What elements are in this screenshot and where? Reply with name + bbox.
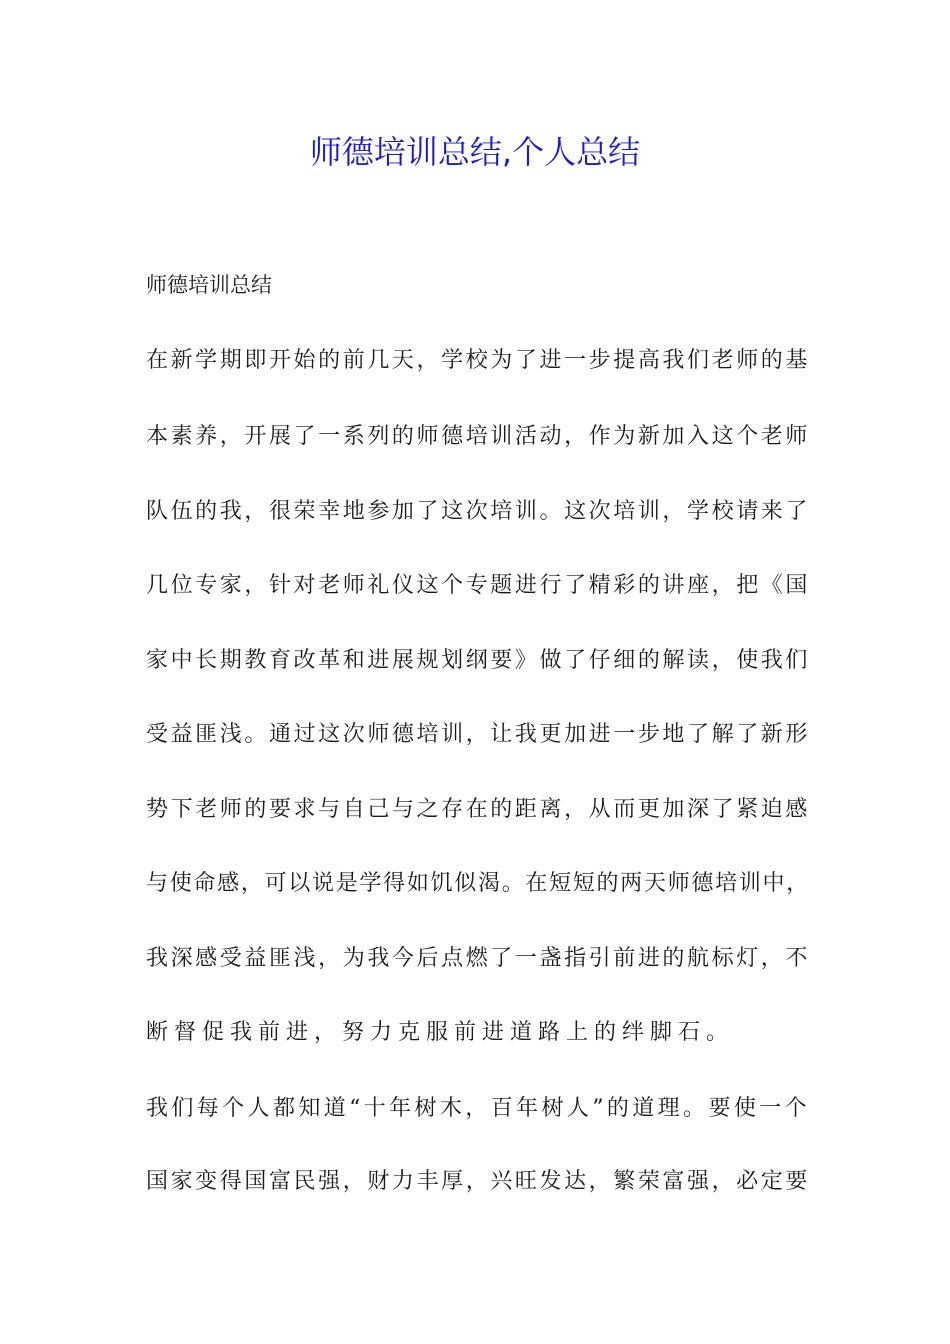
paragraph-line: 本素养，开展了一系列的师德培训活动，作为新加入这个老师	[146, 424, 810, 449]
section-subheading: 师德培训总结	[146, 273, 272, 297]
paragraph-line: 队伍的我，很荣幸地参加了这次培训。这次培训，学校请来了	[146, 499, 810, 524]
paragraph-line: 受益匪浅。通过这次师德培训，让我更加进一步地了解了新形	[146, 722, 810, 747]
paragraph-line: 势下老师的要求与自己与之存在的距离，从而更加深了紧迫感	[146, 797, 810, 822]
paragraph-line: 几位专家，针对老师礼仪这个专题进行了精彩的讲座，把《国	[146, 573, 810, 598]
paragraph-line: 断督促我前进，努力克服前进道路上的绊脚石。	[146, 1020, 735, 1045]
paragraph-line: 与使命感，可以说是学得如饥似渴。在短短的两天师德培训中，	[146, 871, 810, 896]
paragraph-line: 家中长期教育改革和进展规划纲要》做了仔细的解读，使我们	[146, 648, 810, 673]
paragraph-line: 在新学期即开始的前几天，学校为了进一步提高我们老师的基	[146, 348, 810, 373]
paragraph-line: 我深感受益匪浅，为我今后点燃了一盏指引前进的航标灯，不	[146, 946, 810, 971]
document-title: 师德培训总结,个人总结	[309, 133, 641, 171]
paragraph-line: 国家变得国富民强，财力丰厚，兴旺发达，繁荣富强，必定要	[146, 1169, 810, 1194]
paragraph-line: 我们每个人都知道“十年树木，百年树人”的道理。要使一个	[146, 1096, 810, 1121]
